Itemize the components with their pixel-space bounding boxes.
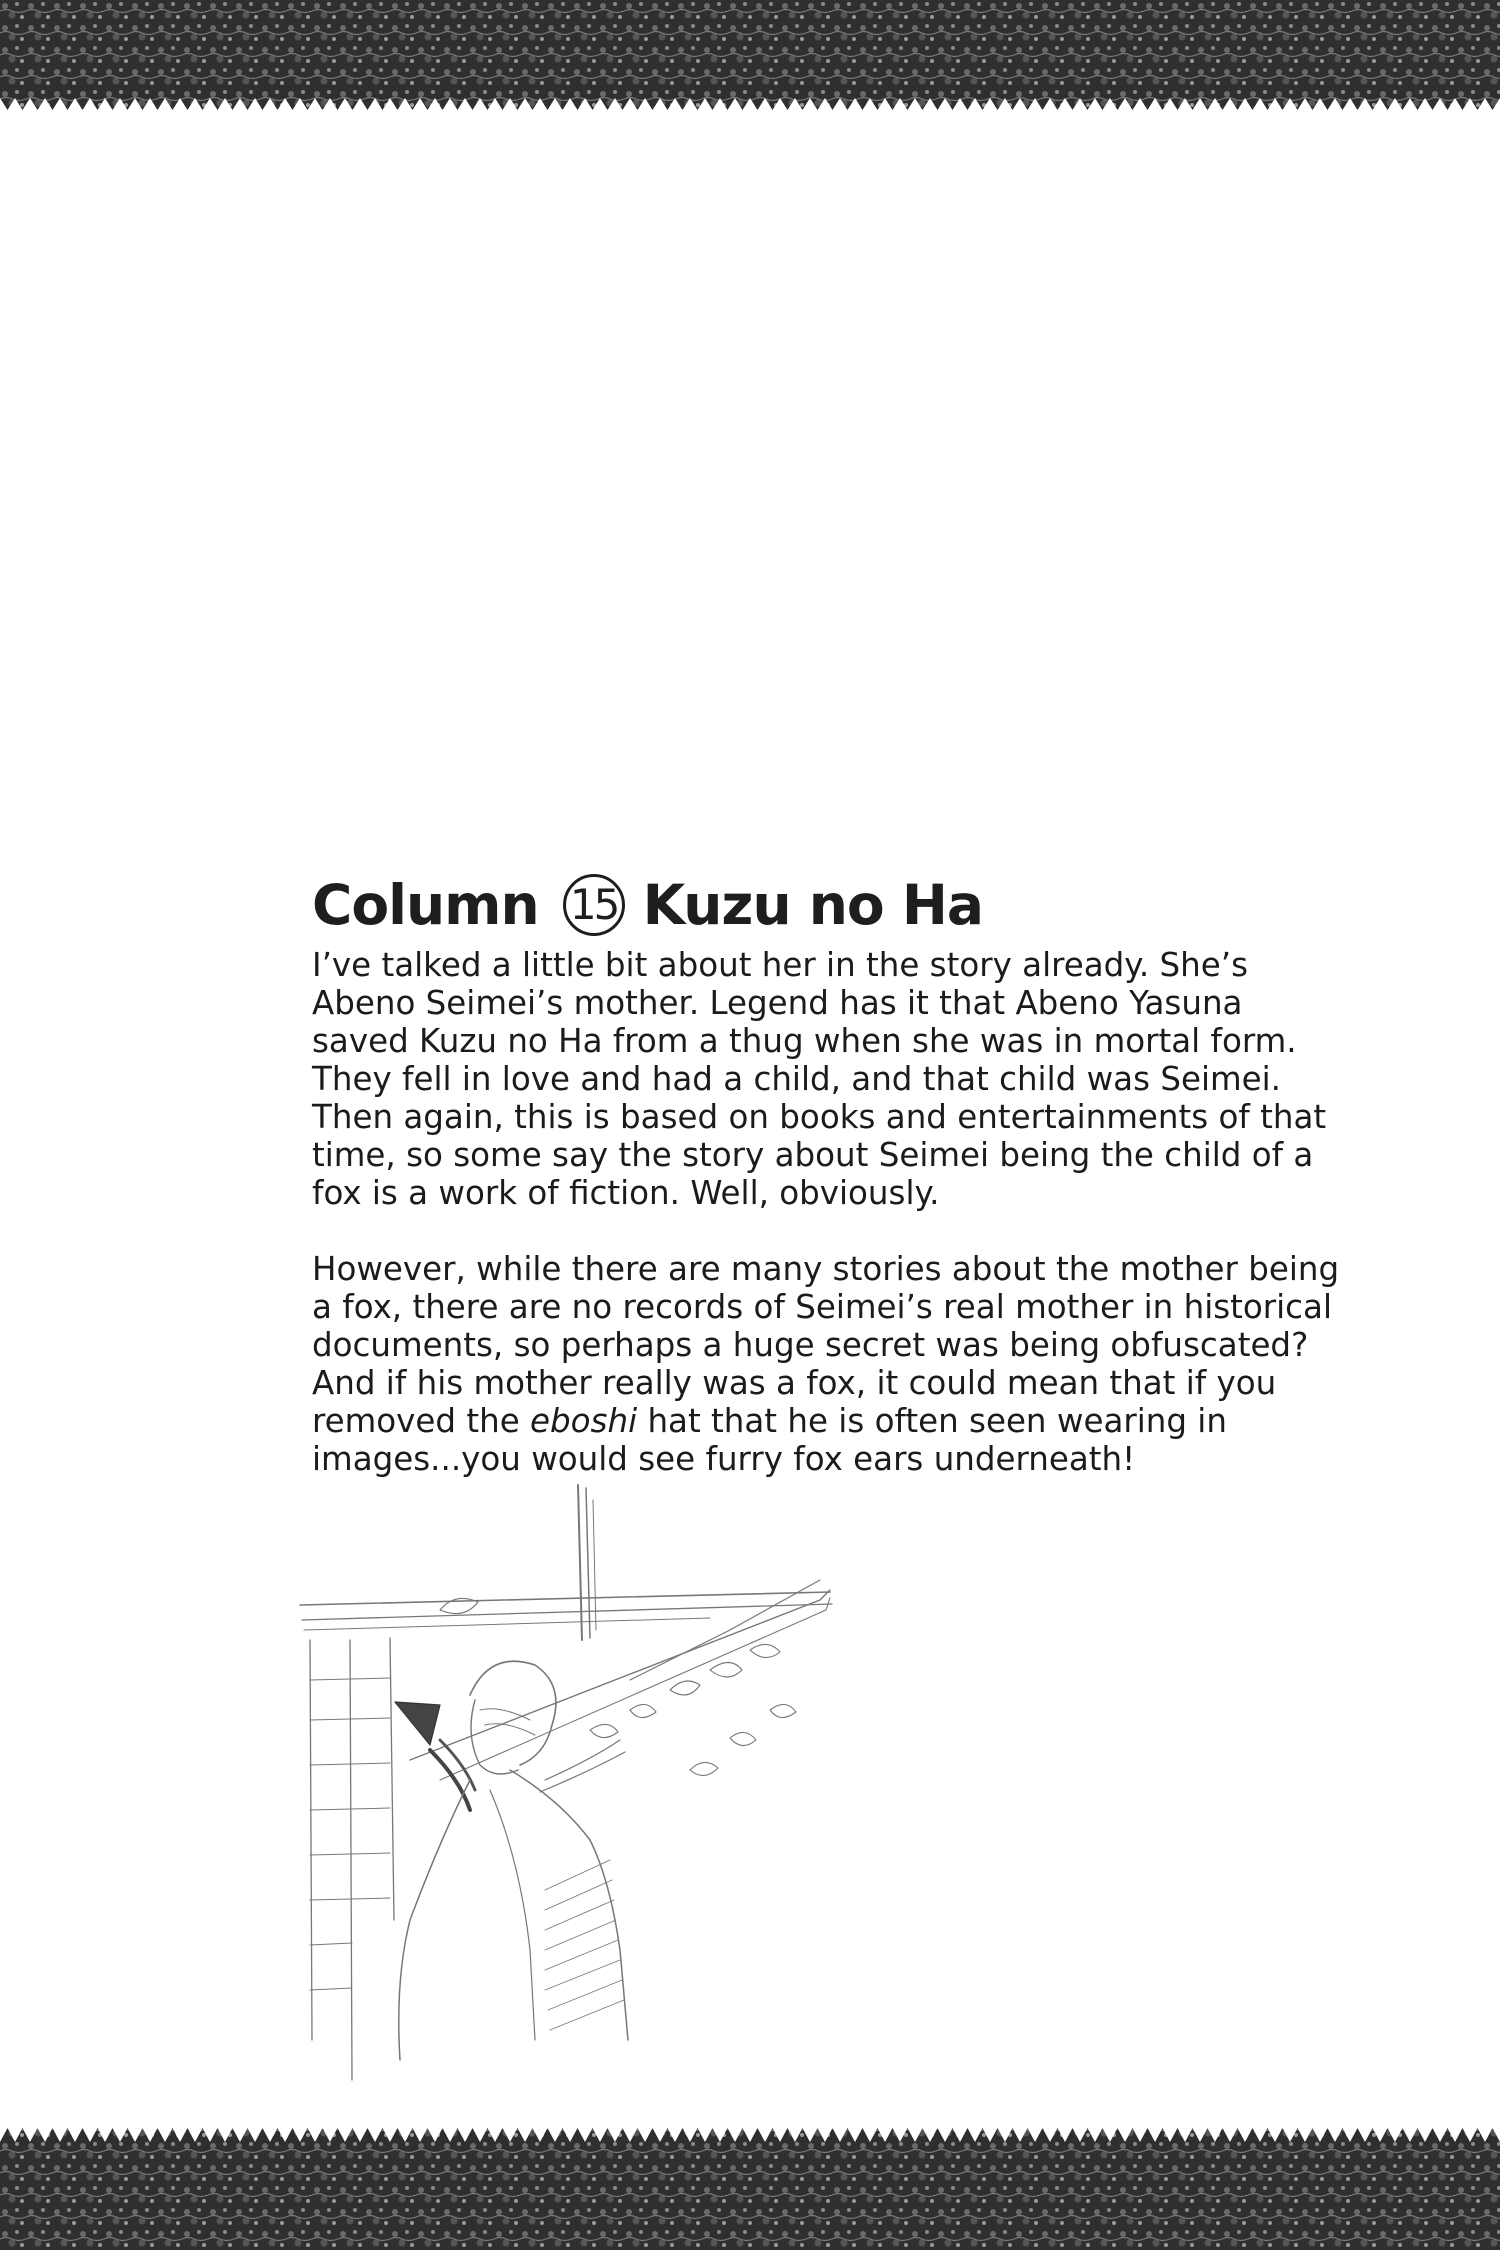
text-line: images...you would see furry fox ears underneath!: [312, 1440, 1136, 1478]
text-line: documents, so perhaps a huge secret was being obfuscated?: [312, 1326, 1309, 1364]
paragraph-2: [312, 1250, 1372, 1478]
column-name: Kuzu no Ha: [642, 873, 983, 937]
column-number-badge: 15: [563, 874, 625, 936]
text-line: They fell in love and had a child, and that child was Seimei.: [312, 1060, 1282, 1098]
text-line: Then again, this is based on books and entertainments of that: [312, 1098, 1327, 1136]
text-line: [312, 1402, 1372, 1440]
text-line: fox is a work of fiction. Well, obviously.: [312, 1174, 940, 1212]
text-line: a fox, there are no records of Seimei’s real mother in historical: [312, 1288, 1332, 1326]
column-heading: [312, 872, 1372, 938]
text-line: Abeno Seimei’s mother. Legend has it that Abeno Yasuna: [312, 984, 1243, 1022]
text-fragment: removed the: [312, 1402, 531, 1440]
text-line: And if his mother really was a fox, it could mean that if you: [312, 1364, 1277, 1402]
column-section: [312, 872, 1372, 1478]
text-line: However, while there are many stories about the mother being: [312, 1250, 1340, 1288]
text-line: I’ve talked a little bit about her in the story already. She’s: [312, 946, 1249, 984]
text-line: saved Kuzu no Ha from a thug when she was in mortal form.: [312, 1022, 1297, 1060]
text-line: time, so some say the story about Seimei being the child of a: [312, 1136, 1314, 1174]
eboshi-term: eboshi: [530, 1402, 638, 1440]
column-word: Column: [312, 873, 539, 937]
bottom-decorative-border: [0, 2118, 1500, 2250]
text-fragment: hat that he is often seen wearing in: [637, 1402, 1227, 1440]
top-decorative-border: [0, 0, 1500, 122]
fox-figure-sketch-illustration: [290, 1480, 890, 2100]
paragraph-1: [312, 946, 1372, 1212]
